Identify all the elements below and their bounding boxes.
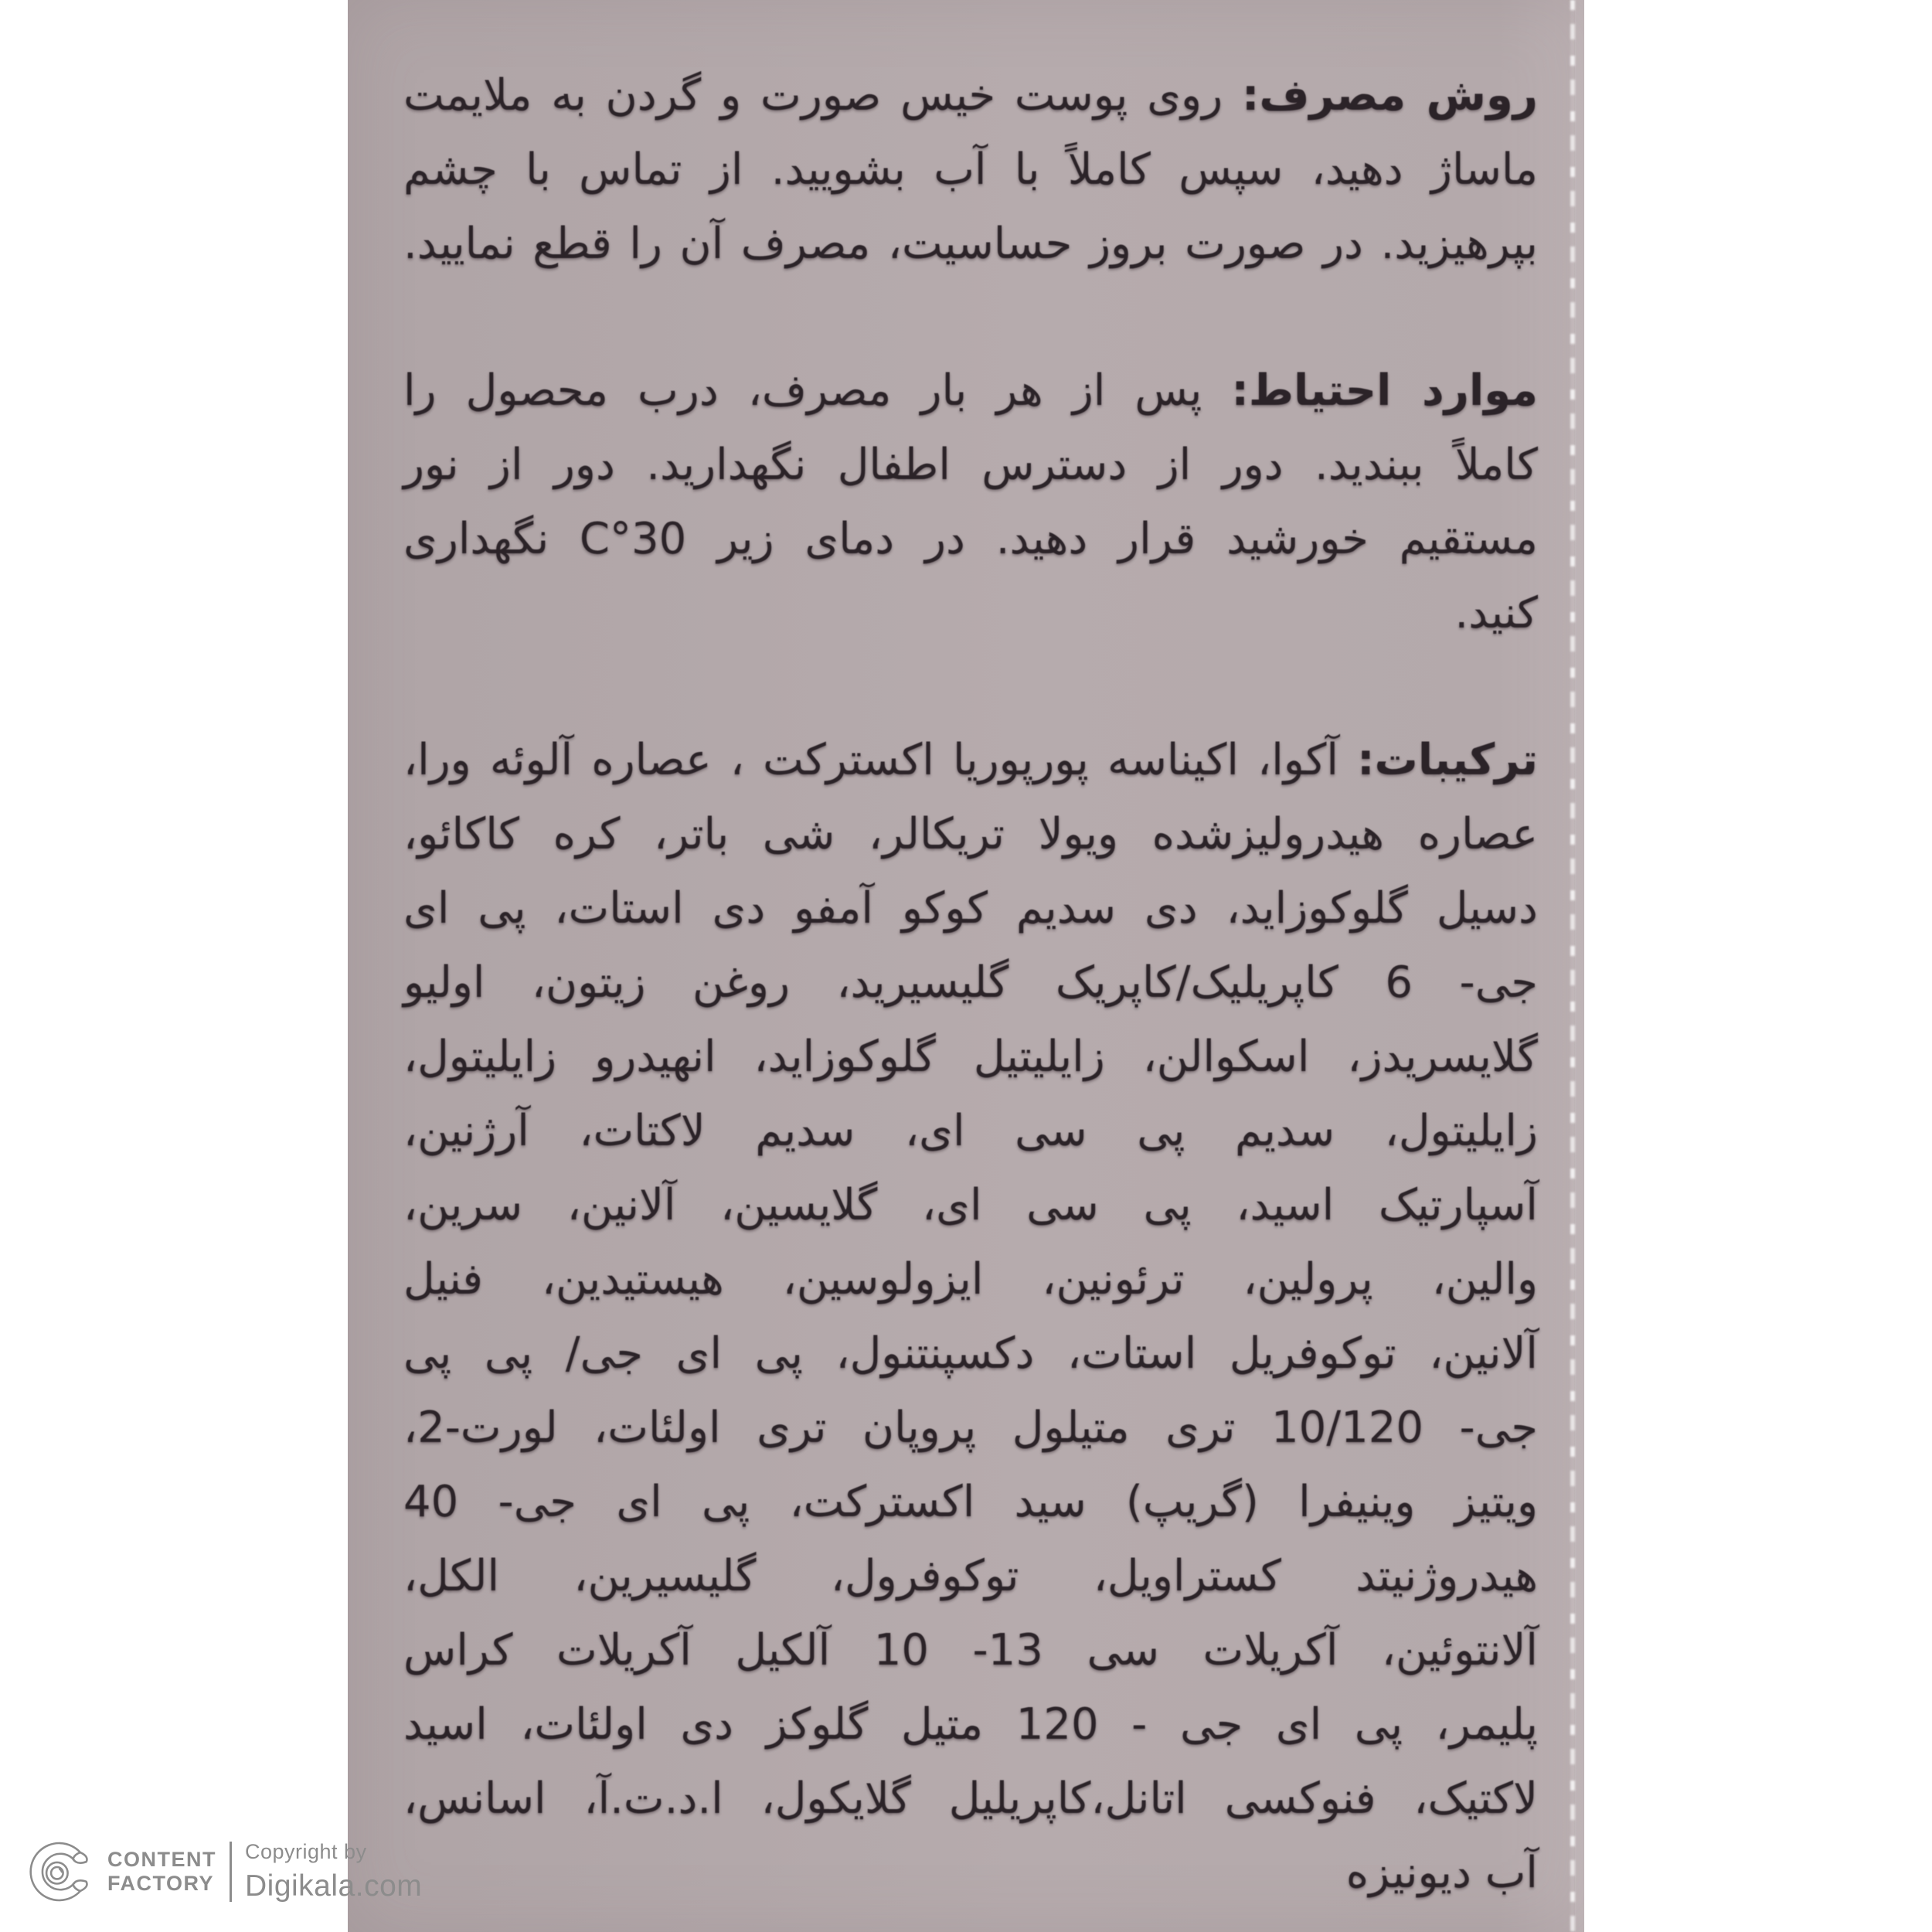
ingredients-line-6: زایلیتول، سدیم پی سی ای، سدیم لاکتات، آرژنین، [403, 1106, 1538, 1156]
ingredients-run-1: آکوا، اکیناسه پورپوریا اکسترکت ، عصاره آلوئه ورا، [403, 735, 1338, 785]
caution-heading: موارد احتیاط: [1231, 366, 1539, 416]
usage-line-3: بپرهیزید. در صورت بروز حساسیت، مصرف آن را قطع نمایید. [403, 219, 1538, 269]
copyright-label: Copyright by [245, 1840, 367, 1863]
ingredients-line-5: گلایسریدز، اسکوالن، زایلیتیل گلوکوزاید، انهیدرو زایلیتول، [403, 1032, 1538, 1082]
content-factory-watermark [28, 1833, 422, 1910]
watermark-divider [230, 1842, 232, 1902]
ingredients-heading: ترکیبات: [1357, 735, 1538, 785]
ingredients-line-16: آب دیونیزه [1345, 1848, 1538, 1898]
usage-section [403, 59, 1538, 281]
content-factory-brand [107, 1848, 216, 1896]
ingredients-line-7: آسپارتیک اسید، پی سی ای، گلایسین، آلانین، سرین، [403, 1180, 1538, 1230]
usage-run-1: روی پوست خیس صورت و گردن به ملایمت [403, 70, 1223, 121]
caution-section [403, 354, 1538, 651]
brand-line-2: FACTORY [107, 1872, 215, 1895]
product-box-back-panel [348, 0, 1584, 1932]
ingredients-line-1 [403, 723, 1538, 798]
ingredients-line-9: آلانین، توکوفریل استات، دکسپنتنول، پی ای جی/ پی پی [403, 1328, 1538, 1379]
ingredients-line-4: جی- 6 کاپریلیک/کاپریک گلیسیرید، روغن زیتون، اولیو [403, 957, 1538, 1008]
ingredients-line-3: دسیل گلوکوزاید، دی سدیم کوکو آمفو دی استات، پی ای [403, 883, 1538, 934]
ingredients-line-14: پلیمر، پی ای جی - 120 متیل گلوکز دی اولئات، اسید [403, 1699, 1538, 1750]
ingredients-line-11: ویتیز وینیفرا (گریپ) سید اکسترکت، پی ای جی- 40 [403, 1477, 1538, 1527]
caution-line-4: کنید. [1454, 588, 1538, 638]
caution-line-3: مستقیم خورشید قرار دهید. در دمای زیر 30°C نگهداری [403, 514, 1538, 564]
usage-heading: روش مصرف: [1241, 70, 1538, 121]
copyright-block [245, 1840, 422, 1903]
caution-line-1 [403, 354, 1538, 428]
ingredients-line-8: والین، پرولین، ترئونین، ایزولوسین، هیستیدین، فنیل [403, 1254, 1538, 1304]
caution-line-2: کاملاً ببندید. دور از دسترس اطفال نگهدارید. دور از نور [403, 440, 1538, 490]
caution-run-1: پس از هر بار مصرف، درب محصول را [403, 366, 1202, 416]
usage-line-1 [403, 59, 1538, 133]
brand-line-1: CONTENT [107, 1848, 216, 1871]
ingredients-line-10: جی- 10/120 تری متیلول پروپان تری اولئات، لورت-2، [403, 1403, 1538, 1453]
usage-line-2: ماساژ دهید، سپس کاملاً با آب بشویید. از تماس با چشم [403, 145, 1538, 195]
ingredients-line-2: عصاره هیدرولیزشده ویولا تریکالر، شی باتر، کره کاکائو، [403, 809, 1538, 859]
content-factory-logo-icon [28, 1838, 94, 1905]
ingredients-line-12: هیدروژنیتد کستراویل، توکوفرول، گلیسیرین، الکل، [403, 1551, 1538, 1601]
panel-text [348, 0, 1584, 1910]
digikala-site-label: Digikala.com [245, 1869, 423, 1903]
ingredients-section [403, 723, 1538, 1910]
ingredients-line-15: لاکتیک، فنوکسی اتانل،کاپریلیل گلایکول، ا.د.ت.آ، اسانس، [403, 1774, 1538, 1824]
ingredients-line-13: آلانتوئین، آکریلات سی 13- 10 آلکیل آکریلات کراس [403, 1625, 1538, 1675]
